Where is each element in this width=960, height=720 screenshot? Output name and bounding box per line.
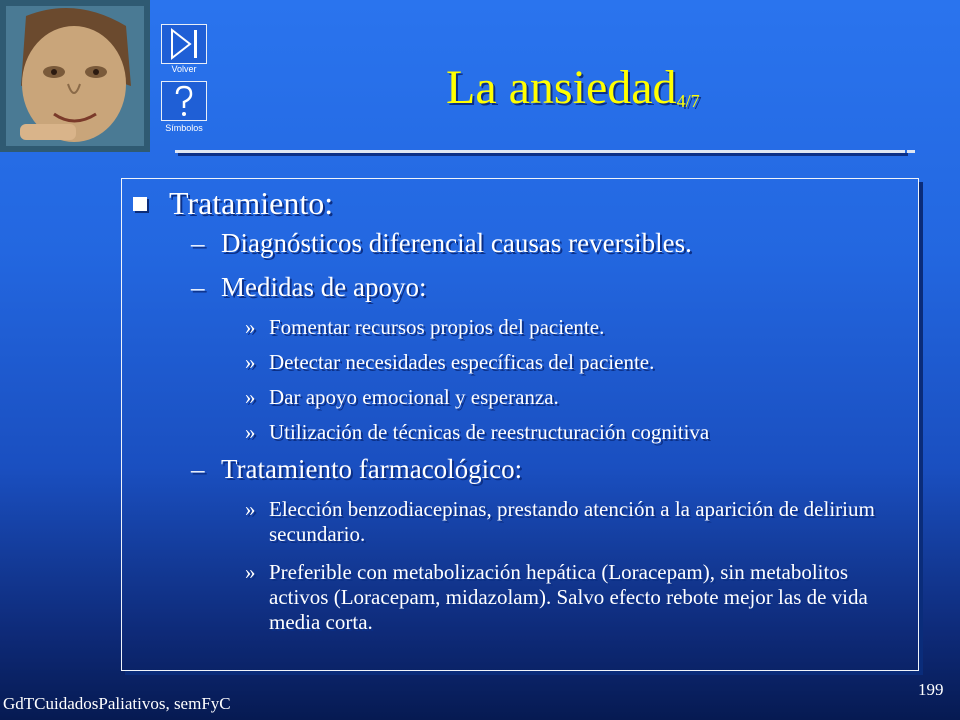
- simbolos-label: Símbolos: [165, 123, 203, 133]
- heading-bullet-item: [133, 185, 333, 222]
- list-item: » Elección benzodiacepinas, prestando atención a la aparición de delirium secundario.: [245, 497, 920, 547]
- square-bullet-icon: [133, 197, 147, 211]
- list-item-text: Diagnósticos diferencial causas reversibles.: [221, 228, 692, 258]
- list-item: » Detectar necesidades específicas del paciente.: [245, 350, 925, 375]
- list-item: » Preferible con metabolización hepática (Loracepam), sin metabolitos activos (Loracepam, midazolam). Salvo efecto rebote mejor las de vida media corta.: [245, 560, 905, 635]
- slide-title: La ansiedad$_{4/7}$: [446, 61, 700, 114]
- footer-source: GdTCuidadosPaliativos, semFyC: [3, 694, 231, 713]
- list-item: – Diagnósticos diferencial causas reversibles.: [191, 228, 692, 258]
- question-mark-icon: [162, 82, 206, 120]
- list-item-text: Tratamiento farmacológico:: [221, 454, 523, 484]
- list-item: » Fomentar recursos propios del paciente.: [245, 315, 925, 340]
- face-illustration: [6, 6, 144, 146]
- list-item-text: Dar apoyo emocional y esperanza.: [269, 385, 559, 409]
- title-divider-end: [907, 150, 915, 153]
- list-item: » Dar apoyo emocional y esperanza.: [245, 385, 925, 410]
- list-item: » Utilización de técnicas de reestructuración cognitiva: [245, 420, 925, 445]
- list-item-text: Detectar necesidades específicas del paciente.: [269, 350, 655, 374]
- list-item-text: Fomentar recursos propios del paciente.: [269, 315, 605, 339]
- heading-text: Tratamiento:: [169, 185, 334, 221]
- portrait-image: [0, 0, 150, 152]
- list-item-text: Utilización de técnicas de reestructuración cognitiva: [269, 420, 710, 444]
- list-item-text: Elección benzodiacepinas, prestando atención a la aparición de delirium secundario.: [269, 497, 875, 546]
- play-end-icon: [162, 25, 206, 63]
- title-divider: [175, 150, 905, 153]
- simbolos-button[interactable]: [161, 81, 207, 121]
- title-subscript: 4/7: [676, 91, 700, 111]
- volver-label: Volver: [171, 64, 197, 74]
- list-item-text: Preferible con metabolización hepática (Loracepam), sin metabolitos activos (Loracepam, midazolam). Salvo efecto rebote mejor las de vida media corta.: [269, 560, 868, 634]
- page-number: 199: [918, 680, 944, 699]
- list-item-text: Medidas de apoyo:: [221, 272, 427, 302]
- list-item: – Tratamiento farmacológico:: [191, 454, 523, 484]
- volver-button[interactable]: [161, 24, 207, 64]
- list-item: – Medidas de apoyo:: [191, 272, 427, 302]
